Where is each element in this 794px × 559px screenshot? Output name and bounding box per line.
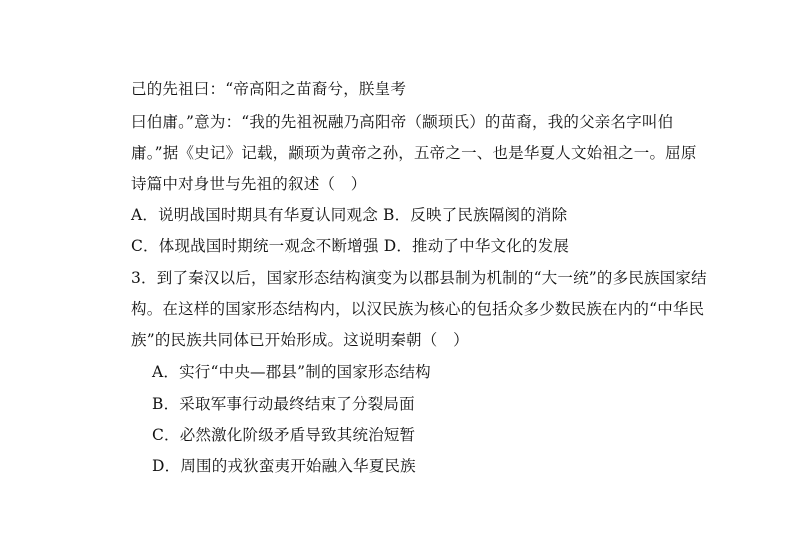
passage-line-3: 庸。”据《史记》记载，颛顼为黄帝之孙，五帝之一、也是华夏人文始祖之一。屈原 [131,144,697,162]
question-3-option-c: C．必然激化阶级矛盾导致其统治短暂 [152,426,416,444]
question-3-option-d: D．周围的戎狄蛮夷开始融入华夏民族 [152,457,416,475]
question-3-option-a: A．实行“中央—郡县”制的国家形态结构 [152,363,431,381]
question-3-stem-line-2: 构。在这样的国家形态结构内，以汉民族为核心的包括众多少数民族在内的“中华民 [131,300,705,318]
question-3-stem-line-3: 族”的民族共同体已开始形成。这说明秦朝（ ） [131,331,469,349]
question-2-options-ab: A．说明战国时期具有华夏认同观念 B．反映了民族隔阂的消除 [131,206,568,224]
question-3-option-b: B．采取军事行动最终结束了分裂局面 [152,395,415,413]
passage-line-1: 己的先祖曰：“帝高阳之苗裔兮，朕皇考 [131,80,407,98]
passage-line-2: 曰伯庸。”意为：“我的先祖祝融乃高阳帝（颛顼氏）的苗裔，我的父亲名字叫伯 [131,113,674,131]
question-3-stem-line-1: 3．到了秦汉以后，国家形态结构演变为以郡县制为机制的“大一统”的多民族国家结 [131,269,707,287]
question-2-stem-end: 诗篇中对身世与先祖的叙述（ ） [131,175,367,193]
question-2-options-cd: C．体现战国时期统一观念不断增强 D．推动了中华文化的发展 [131,237,570,255]
